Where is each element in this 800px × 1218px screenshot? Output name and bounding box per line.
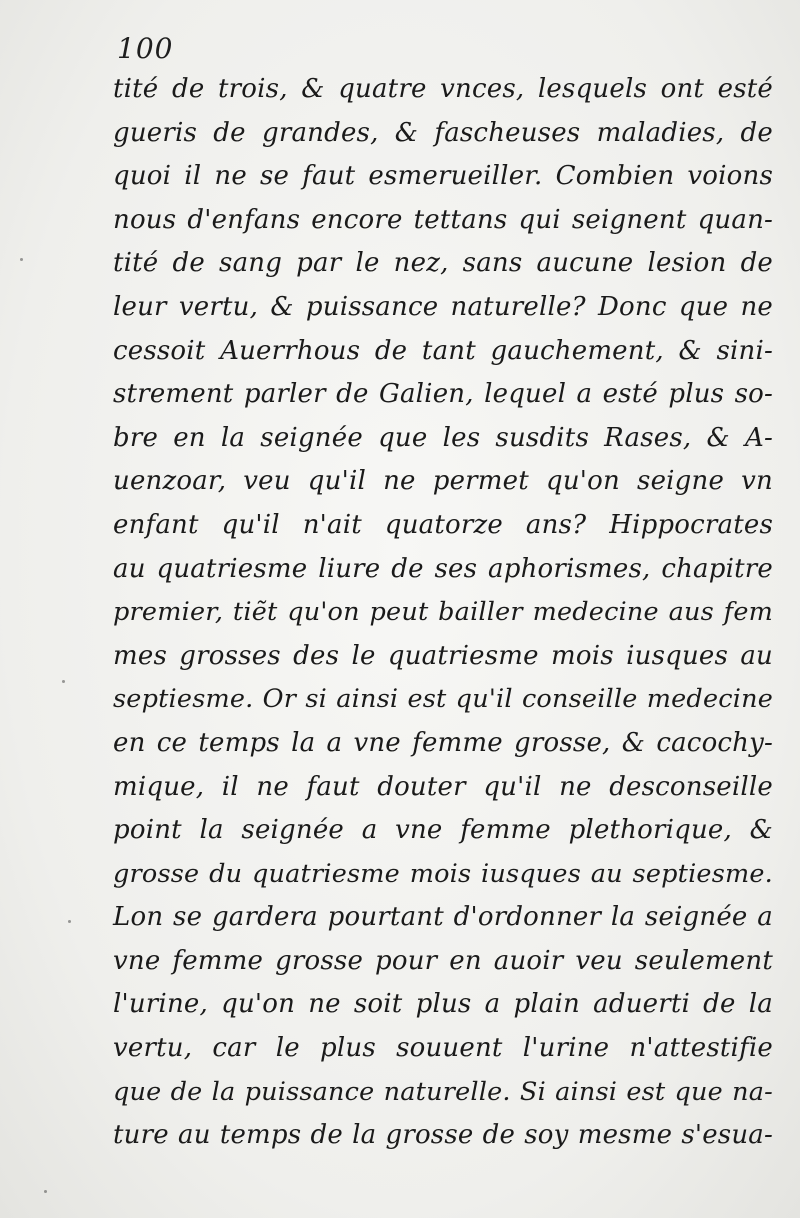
text-line: point la seignée a vne femme plethorique, & [113, 815, 773, 846]
text-line: mique, il ne faut douter qu'il ne desconseille [113, 771, 773, 802]
text-line: au quatriesme liure de ses aphorismes, chapitre [113, 553, 773, 584]
text-line: Lon se gardera pourtant d'ordonner la seignée a [113, 902, 773, 933]
text-line: en ce temps la a vne femme grosse, & cacochy- [113, 727, 773, 758]
text-line: mes grosses des le quatriesme mois iusques au [113, 640, 773, 671]
text-line: strement parler de Galien, lequel a esté plus so- [113, 379, 773, 410]
text-line: septiesme. Or si ainsi est qu'il conseille medecine [113, 684, 773, 715]
paper-speck [62, 680, 65, 683]
text-line: ture au temps de la grosse de soy mesme s'esua- [113, 1120, 773, 1151]
text-line: nous d'enfans encore tettans qui seignent quan- [113, 204, 773, 235]
text-line: enfant qu'il n'ait quatorze ans? Hippocrates [113, 509, 773, 540]
text-line: cessoit Auerrhous de tant gauchement, & sini- [113, 335, 773, 366]
text-line: premier, tiẽt qu'on peut bailler medecine aus fem [113, 597, 773, 628]
text-line: grosse du quatriesme mois iusques au septiesme. [113, 858, 773, 889]
text-line: tité de trois, & quatre vnces, lesquels ont esté [113, 74, 773, 104]
body-text [113, 68, 773, 1158]
text-line: leur vertu, & puissance naturelle? Donc que ne [113, 291, 773, 322]
text-line: que de la puissance naturelle. Si ainsi est que na- [113, 1076, 773, 1107]
text-line: bre en la seignée que les susdits Rases, & A- [113, 422, 773, 453]
text-line: uenzoar, veu qu'il ne permet qu'on seigne vn [113, 466, 773, 497]
page-number: 100 [117, 32, 174, 65]
paper-speck [44, 1190, 47, 1193]
text-line: vertu, car le plus souuent l'urine n'attestifie [113, 1033, 773, 1064]
text-line: quoi il ne se faut esmerueiller. Combien voions [113, 161, 773, 192]
paper-speck [68, 920, 71, 923]
text-line: gueris de grandes, & fascheuses maladies, de [113, 117, 773, 148]
paper-speck [20, 258, 23, 261]
text-line: tité de sang par le nez, sans aucune lesion de [113, 248, 773, 279]
text-line: vne femme grosse pour en auoir veu seulement [113, 945, 773, 976]
text-line: l'urine, qu'on ne soit plus a plain aduerti de la [113, 989, 773, 1020]
